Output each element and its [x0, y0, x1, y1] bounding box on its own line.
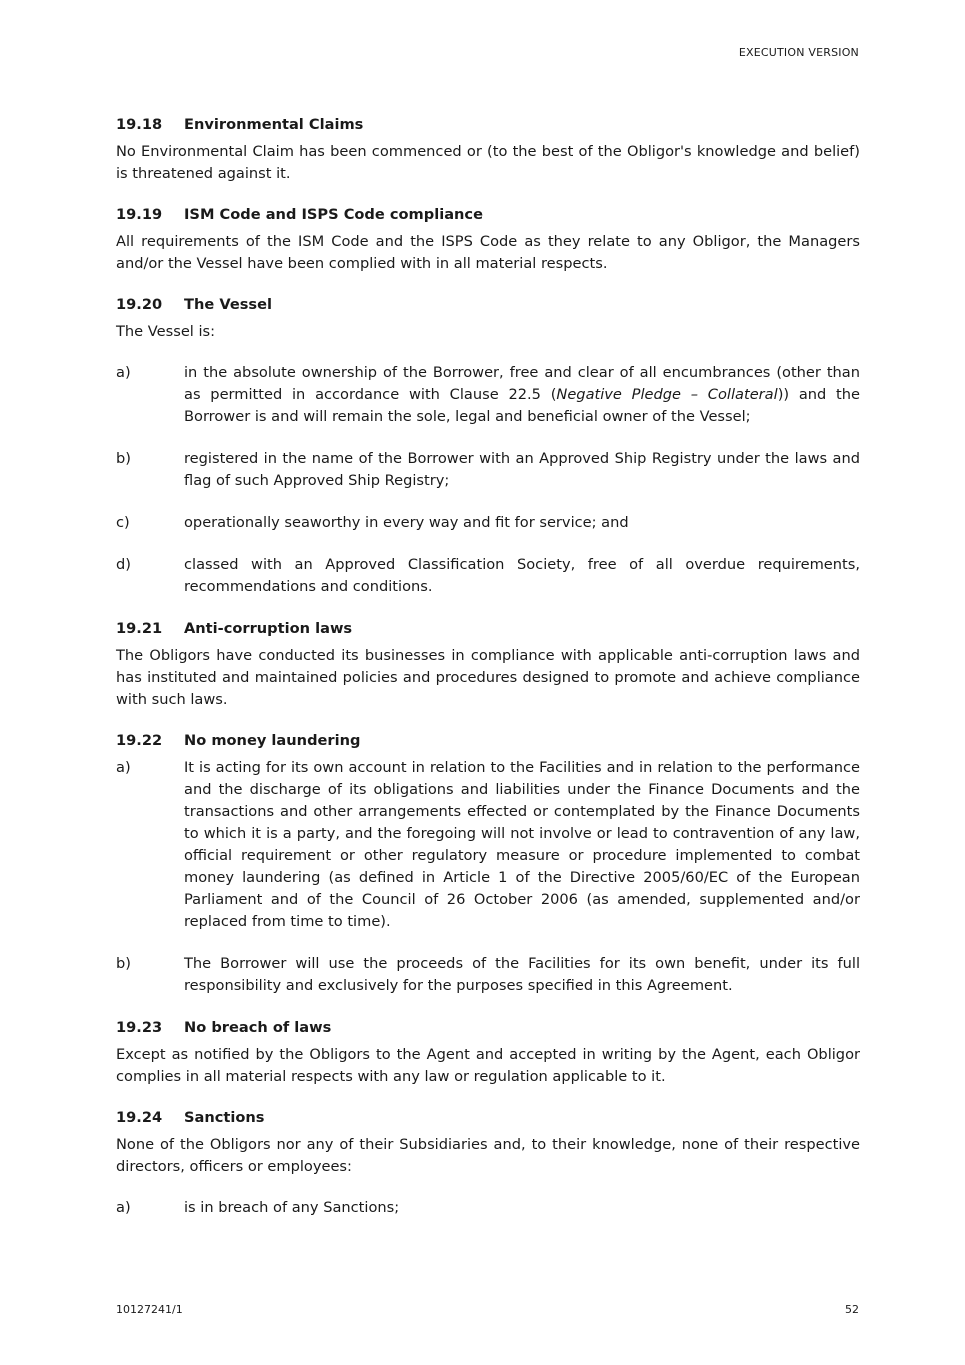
section-title: Sanctions — [184, 1109, 265, 1126]
section-title: ISM Code and ISPS Code compliance — [184, 206, 483, 223]
section-body: The Obligors have conducted its businesses in compliance with applicable anti-corruption laws and has instituted and maintained policies and procedures designed to promote and achieve compliance with such laws. — [116, 647, 860, 708]
section-body: None of the Obligors nor any of their Subsidiaries and, to their knowledge, none of their respective directors, officers or employees: — [116, 1136, 860, 1175]
list-item — [116, 448, 860, 492]
section-number: 19.18 — [116, 116, 163, 133]
list-item-label: b) — [116, 450, 131, 467]
list-item — [116, 554, 860, 598]
list-item-text: is in breach of any Sanctions; — [184, 1199, 400, 1216]
list-item-text: The Borrower will use the proceeds of the Facilities for its own benefit, under its full responsibility and exclusively for the purposes specified in this Agreement. — [184, 955, 860, 994]
list-item-text-part: in the absolute ownership of the Borrower, free and clear of all encumbrances (other than as permitted in accordance with Clause 22.5 ( — [184, 364, 860, 403]
section-title: No money laundering — [184, 732, 361, 749]
document-reference: 10127241/1 — [116, 1303, 183, 1316]
section-title: Anti-corruption laws — [184, 620, 353, 637]
section-body: All requirements of the ISM Code and the ISPS Code as they relate to any Obligor, the Managers and/or the Vessel have been complied with in all material respects. — [116, 233, 860, 272]
section-title: No breach of laws — [184, 1019, 332, 1036]
execution-version-header: EXECUTION VERSION — [738, 46, 859, 59]
page-number: 52 — [845, 1303, 859, 1316]
clause-reference-title: Negative Pledge – Collateral — [556, 386, 778, 403]
list-item — [116, 362, 860, 428]
section-intro: The Vessel is: — [116, 323, 216, 340]
section-heading-19-22 — [116, 730, 860, 752]
list-item-text: operationally seaworthy in every way and fit for service; and — [184, 514, 629, 531]
section-number: 19.24 — [116, 1109, 163, 1126]
list-item-label: b) — [116, 955, 131, 972]
list-item — [116, 1197, 860, 1219]
list-item — [116, 512, 860, 534]
list-item — [116, 757, 860, 933]
section-heading-19-21 — [116, 618, 860, 640]
list-item-label: a) — [116, 1199, 131, 1216]
list-item-label: d) — [116, 556, 131, 573]
section-heading-19-20 — [116, 294, 860, 316]
list-item-label: a) — [116, 364, 131, 381]
section-heading-19-23 — [116, 1017, 860, 1039]
section-number: 19.23 — [116, 1019, 163, 1036]
section-heading-19-24 — [116, 1107, 860, 1129]
section-number: 19.22 — [116, 732, 163, 749]
section-heading-19-18 — [116, 114, 860, 136]
section-number: 19.19 — [116, 206, 163, 223]
list-item-text: registered in the name of the Borrower with an Approved Ship Registry under the laws and flag of such Approved Ship Registry; — [184, 450, 860, 489]
section-number: 19.20 — [116, 296, 163, 313]
list-item-label: a) — [116, 759, 131, 776]
section-body: No Environmental Claim has been commenced or (to the best of the Obligor's knowledge and belief) is threatened against it. — [116, 143, 860, 182]
list-item-label: c) — [116, 514, 130, 531]
list-item-text-part: )) and the Borrower is and will remain the sole, legal and beneficial owner of the Vessel; — [184, 386, 860, 425]
list-item — [116, 953, 860, 997]
section-title: Environmental Claims — [184, 116, 364, 133]
section-number: 19.21 — [116, 620, 163, 637]
section-title: The Vessel — [184, 296, 272, 313]
section-body: Except as notified by the Obligors to the Agent and accepted in writing by the Agent, each Obligor complies in all material respects with any law or regulation applicable to it. — [116, 1046, 860, 1085]
list-item-text — [184, 362, 860, 428]
list-item-text: It is acting for its own account in relation to the Facilities and in relation to the performance and the discharge of its obligations and liabilities under the Finance Documents and the transactions and other arrangements effected or contemplated by the Finance Documents to which it is a party, and the foregoing will not involve or lead to contravention of any law, official requirement or other regulatory measure or procedure implemented to combat money laundering (as defined in Article 1 of the Directive 2005/60/EC of the European Parliament and of the Council of 26 October 2006 (as amended, supplemented and/or replaced from time to time). — [184, 759, 860, 930]
section-heading-19-19 — [116, 204, 860, 226]
page-content — [116, 114, 860, 1239]
list-item-text: classed with an Approved Classification Society, free of all overdue requirements, recommendations and conditions. — [184, 556, 860, 595]
